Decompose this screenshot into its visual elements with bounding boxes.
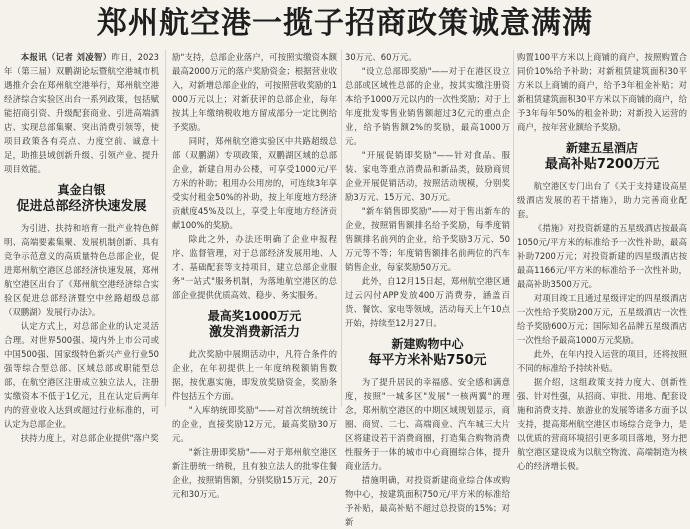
paragraph: 此外，自12月15日起，郑州航空港区通过云闪付APP发放400万消费券，涵盖百货、餐饮、家电等领域，活动每天上午10点开始，持续至12月27日。 (345, 276, 510, 328)
subheading-line-2: 每平方米补贴750元 (368, 353, 487, 368)
subheading (517, 140, 687, 173)
paragraph: 《措施》对投资新建的五星级酒店按最高1050元/平方米的标准给予一次性补助，最高补助7200万元；对投资新建的四星级酒店按最高1166元/平方米的标准给予一次性补助，最高补助3500万元。 (517, 223, 687, 289)
paragraph: 除此之外，办法还明确了企业申报程序、监督管理，对于总部经济发展用地、人才、基础配套等支持项目，建立总部企业服务"一站式"服务机制，为落地航空港区的总部企业提供优质高效、稳步、务实服务。 (172, 234, 337, 300)
subheading (172, 308, 337, 341)
paragraph: 为引进、扶持和培育一批产业特色鲜明、高端要素集聚、发展机制创新、具有竞争示范意义的高质量特色总部企业，促进郑州航空港区总部经济快速发展，郑州航空港区出台了《郑州航空港经济综合实验区促进总部经济暨空中丝路超级总部（双鹏湖）发展行办法》。 (4, 223, 159, 317)
column-divider (513, 50, 514, 407)
byline: 本报讯（记者 刘凌智） (20, 52, 112, 62)
paragraph: 同时，郑州航空港实验区中共路超级总部（双鹏湖）专项政策，双鹏湖区域的总部企业，新建自用办公楼，可享受1000元/平方米的补助；租用办公用房的，可连续3年享受实付租金50%的补助，按上年度地方经济贡献度45%及以上，享受上年度地方经济贡献100%的奖励。 (172, 136, 337, 230)
paragraph: "新注册即奖励"——对于郑州航空港区新注册统一纳税，且有独立法人的批零住餐企业，按照销售额，分别奖励15万元，20万元和30万元。 (172, 447, 337, 499)
column-1 (4, 50, 159, 443)
column-2 (172, 50, 337, 499)
paragraph: 航空港区专门出台了《关于支持建设高星级酒店发展的若干措施》，助力完善商业配套。 (517, 181, 687, 219)
subheading-line-1: 新建购物中心 (391, 337, 464, 351)
column-divider (341, 50, 342, 407)
subheading (345, 336, 510, 369)
paragraph: 据介绍，这组政策支持力度大、创新性强、针对性强，从招商、审批、用地、配套设施和消费支持、旅游业的发展等诸多方面予以支持，提高郑州航空港区市场综合竞争力，是以优质的营商环境招引更多项目落地，努力把航空港区建设成为以航空物流、高端制造为核心的经济增长极。 (517, 377, 687, 471)
paragraph: 扶持力度上，对总部企业提供"落户奖 (20, 433, 159, 443)
subheading-line-2: 最高补贴7200万元 (544, 157, 660, 172)
paragraph: "设立总部即奖励"——对于在港区设立总部或区域性总部的企业，按其实缴注册资本给予1000万元以内的一次性奖励；对于上年度批发零售业销售额超过3亿元的重点企业，给予销售额2%的奖励，最高1000万元。 (345, 66, 510, 146)
paragraph: 对项目竣工且通过星级评定的四星级酒店一次性给予奖励200万元，五星级酒店一次性给予奖励600万元；国际知名品牌五星级酒店一次性给予最高1000万元奖励。 (517, 293, 687, 345)
paragraph: "新车销售即奖励"——对于售出新车的企业，按照销售额排名给予奖励，每季度销售额排名前列的企业，给予奖励3万元、50万元等不等；年度销售额排名前两位的汽车销售企业，每家奖励50万元。 (345, 206, 510, 272)
paragraph: 此次奖励中展期活动中，凡符合条件的企业，在年初提供上一年度纳税额销售数据，按优惠实施，即发放奖励资金，奖励条件包括五个方面。 (172, 349, 337, 401)
column-4 (517, 50, 687, 471)
paragraph: "开展促销即奖励"——针对食品、服装、家电等重点消费品和新品类，鼓励商贸企业开展促销活动，按照活动规模，分别奖励3万元、15万元、30万元。 (345, 150, 510, 202)
paragraph: 认定方式上，对总部企业的认定灵活合理。对世界500强、境内外上市公司或中国500强、国家级特色新兴产业行业50强等综合型总部、区域总部或职能型总部，在航空港区注册成立独立法人，注册实缴资本不低于1亿元，且在认定后两年内的营业收入达到或超过行业标准的，可认定为总部企业。 (4, 321, 159, 429)
subheading-line-2: 激发消费新活力 (208, 325, 300, 340)
subheading-line-1: 真金白银 (57, 183, 106, 197)
subheading-line-2: 促进总部经济快速发展 (16, 199, 147, 214)
paragraph: 励"支持，总部企业落户，可按照实缴资本额最高2000万元的落户奖励资金；根据营业收入，对新增总部企业的，可按照营收奖励的1000万元以上；对新获评的总部企业，每年按其上年缴纳税收地方留成部分一定比例给予奖励。 (172, 52, 337, 132)
paragraph: 为了提升居民的幸福感、安全感和满意度，按照"一城多区"发展"一核两翼"的理念，郑州航空港区的中期区域规划显示，商圈、商贸、二七、高端商业、汽车城三大片区将建设若干消费商圈，打造集合购物消费性服务于一体的城市中心商圈综合体，提升商业活力。 (345, 377, 510, 471)
column-divider (165, 50, 166, 407)
paragraph: 购置100平方米以上商铺的商户，按照购置合同价10%给予补助；对新租赁建筑面积30平方米以上商铺的商户，给予3年租金补贴；对新租赁建筑面积30平方米以下商铺的商户，给予3年每年50%的租金补助；对新投入运营的商户，按年营业额给予奖励。 (517, 52, 687, 132)
paragraph: "入库纳统即奖励"——对首次纳统统计的企业，直接奖励12万元，最高奖励30万元。 (172, 405, 337, 443)
headline: 郑州航空港一揽子招商政策诚意满满 (97, 6, 593, 41)
column-3 (345, 50, 510, 527)
paragraph: 30万元、60万元。 (345, 52, 417, 62)
paragraph: 此外，在年内投入运营的项目，还将按照不同的标准给予持续补贴。 (517, 349, 687, 373)
subheading-line-1: 新建五星酒店 (565, 141, 638, 155)
subheading-line-1: 最高奖1000万元 (207, 309, 302, 323)
paragraph: 措施明确，对投资新建商业综合体或购物中心，按建筑面积750元/平方米的标准给予补贴，最高补贴不超过总投资的15%；对新 (345, 475, 510, 527)
subheading (4, 182, 159, 215)
paragraph: 本报讯（记者 刘凌智）昨日，2023年（第三届）双鹏湖论坛暨航空港城市机遇推介会在郑州航空港举行，郑州航空港经济综合实验区出台一系列政策，包括赋能招商引资、升级配套商业、引进高端酒店、实现总部集聚、突出消费引领等，使项目政策各有亮点、力度空前、诚意十足，助推县域创新升级、引领产业、提升项目效能。 (4, 52, 159, 174)
